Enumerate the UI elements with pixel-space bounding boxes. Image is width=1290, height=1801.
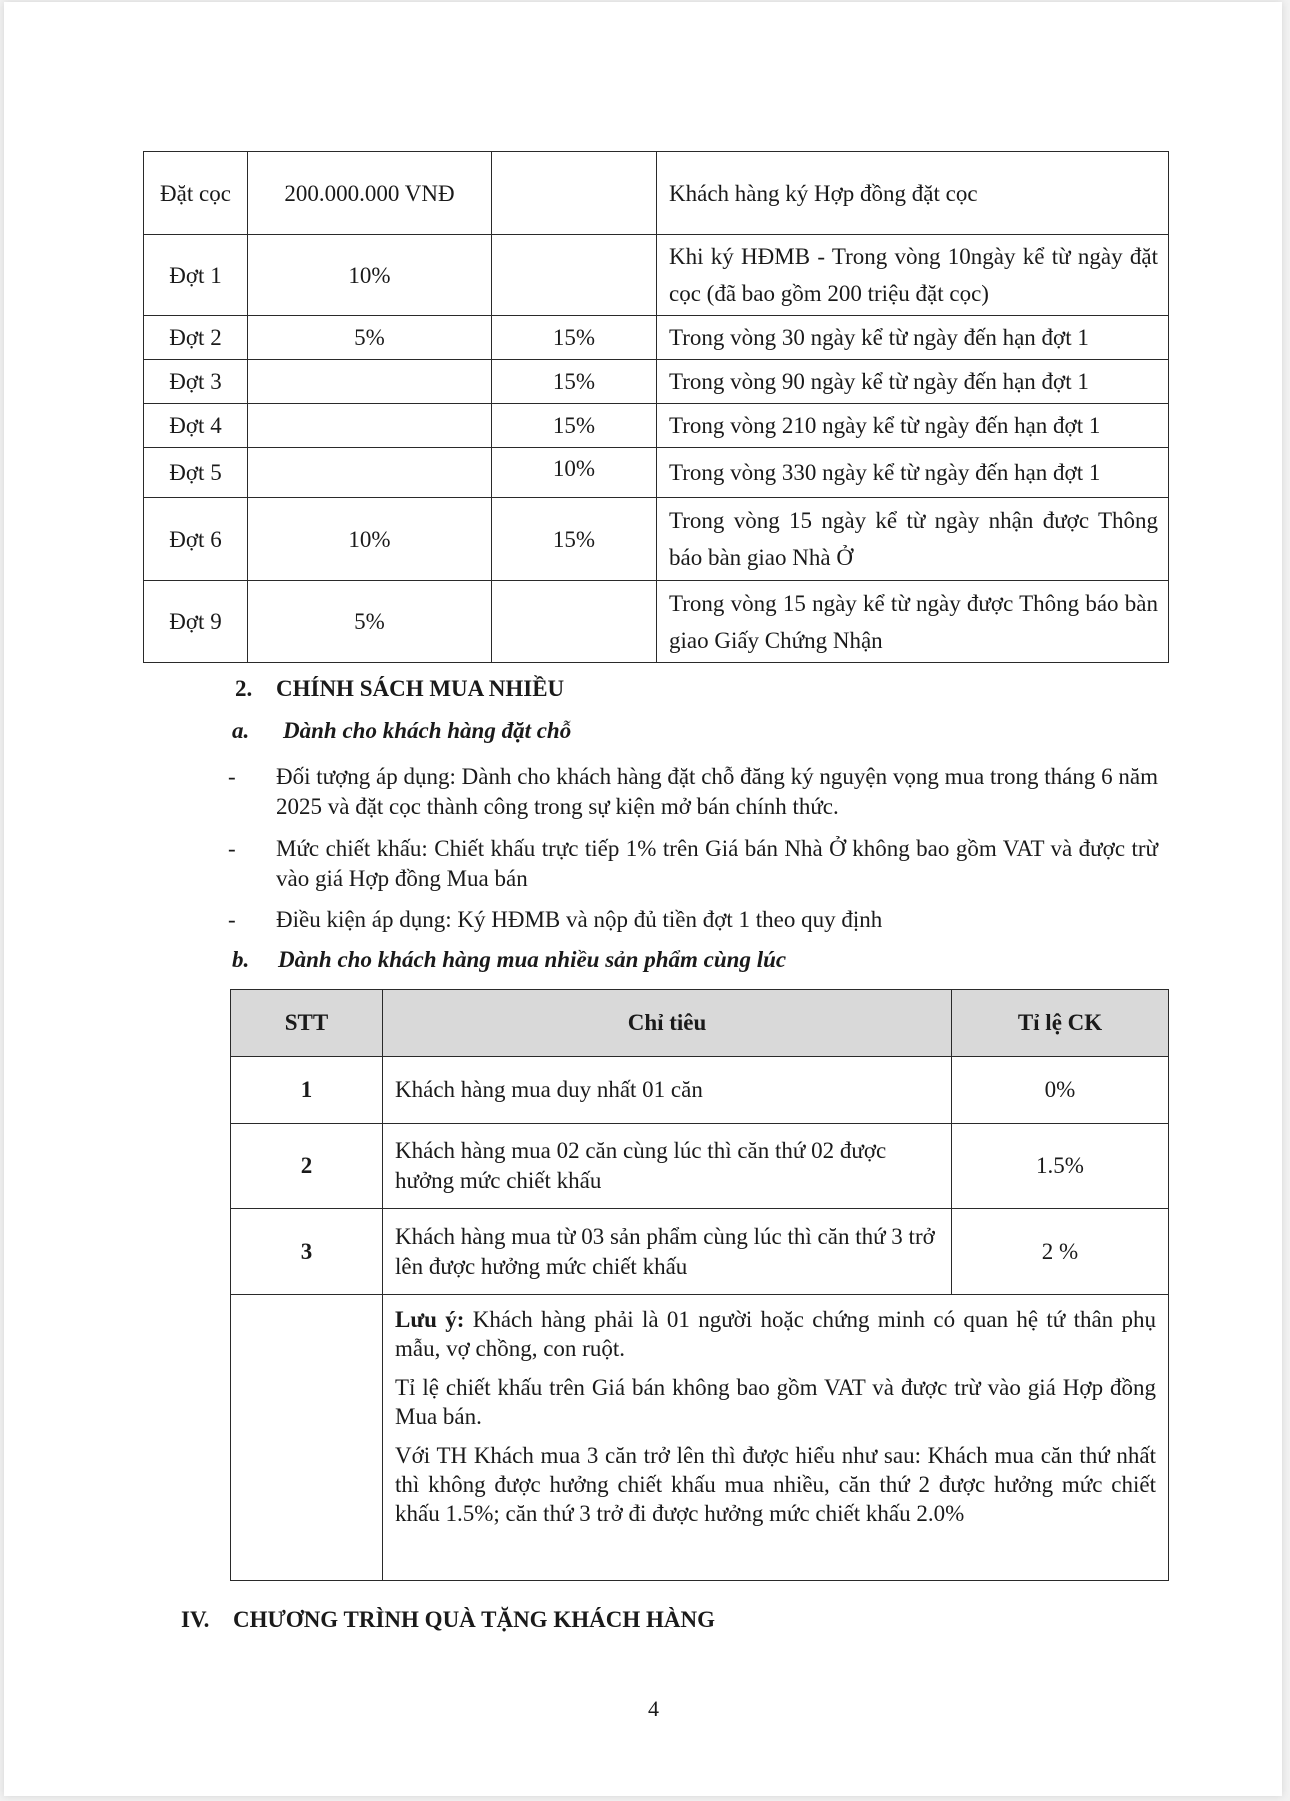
criteria-cell: Khách hàng mua từ 03 sản phẩm cùng lúc thì căn thứ 3 trở lên được hưởng mức chiết khấu — [383, 1209, 952, 1295]
table-row — [231, 1209, 1169, 1295]
description-cell: Trong vòng 90 ngày kể từ ngày đến hạn đợt 1 — [657, 360, 1169, 404]
criteria-cell: Khách hàng mua 02 căn cùng lúc thì căn thứ 02 được hưởng mức chiết khấu — [383, 1124, 952, 1209]
empty-cell — [231, 1295, 383, 1581]
percent-cell: 10% — [248, 498, 492, 581]
bullet-text: Mức chiết khấu: Chiết khấu trực tiếp 1% trên Giá bán Nhà Ở không bao gồm VAT và được trừ vào giá Hợp đồng Mua bán — [276, 836, 1158, 891]
table-row — [144, 316, 1169, 360]
table-row — [144, 448, 1169, 498]
percent-cell — [248, 404, 492, 448]
table-header-row — [231, 990, 1169, 1057]
extra-cell — [492, 152, 657, 235]
note-text: Khách hàng phải là 01 người hoặc chứng minh có quan hệ tứ thân phụ mẫu, vợ chồng, con ruột. — [395, 1307, 1156, 1361]
percent-cell: 5% — [248, 581, 492, 663]
description-cell: Trong vòng 30 ngày kể từ ngày đến hạn đợt 1 — [657, 316, 1169, 360]
description-cell: Trong vòng 210 ngày kể từ ngày đến hạn đợt 1 — [657, 404, 1169, 448]
page-number: 4 — [648, 1696, 659, 1721]
note-paragraph: Tỉ lệ chiết khấu trên Giá bán không bao gồm VAT và được trừ vào giá Hợp đồng Mua bán. — [395, 1375, 1156, 1429]
table-row — [144, 360, 1169, 404]
rate-cell: 0% — [952, 1057, 1169, 1124]
column-header-stt: STT — [231, 990, 383, 1057]
table-row — [231, 1124, 1169, 1209]
stage-cell: Đợt 5 — [144, 448, 248, 498]
section-title: CHÍNH SÁCH MUA NHIỀU — [276, 676, 565, 701]
percent-cell: 200.000.000 VNĐ — [248, 152, 492, 235]
note-paragraph — [395, 1305, 1156, 1363]
rate-cell: 1.5% — [952, 1124, 1169, 1209]
extra-cell: 15% — [492, 498, 657, 581]
description-cell: Khi ký HĐMB - Trong vòng 10ngày kể từ ngày đặt cọc (đã bao gồm 200 triệu đặt cọc) — [657, 235, 1169, 316]
bullet-text: Điều kiện áp dụng: Ký HĐMB và nộp đủ tiền đợt 1 theo quy định — [276, 907, 883, 932]
bullet-dash: - — [228, 764, 236, 789]
table-row — [231, 1057, 1169, 1124]
description-cell: Trong vòng 15 ngày kể từ ngày nhận được Thông báo bàn giao Nhà Ở — [657, 498, 1169, 581]
table-row — [231, 1295, 1169, 1581]
subsection-b-label: b. — [232, 947, 250, 972]
column-header-criteria: Chỉ tiêu — [383, 990, 952, 1057]
stt-cell: 2 — [231, 1124, 383, 1209]
subsection-a-title: Dành cho khách hàng đặt chỗ — [283, 718, 572, 743]
extra-cell: 15% — [492, 360, 657, 404]
section-number: 2. — [235, 676, 253, 701]
percent-cell — [248, 360, 492, 404]
stage-cell: Đợt 3 — [144, 360, 248, 404]
table-row — [144, 498, 1169, 581]
table-row — [144, 235, 1169, 316]
stt-cell: 3 — [231, 1209, 383, 1295]
rate-cell: 2 % — [952, 1209, 1169, 1295]
note-label: Lưu ý: — [395, 1307, 465, 1332]
stt-cell: 1 — [231, 1057, 383, 1124]
stage-cell: Đợt 2 — [144, 316, 248, 360]
description-cell: Trong vòng 330 ngày kể từ ngày đến hạn đợt 1 — [657, 448, 1169, 498]
bullet-dash: - — [228, 907, 236, 932]
subsection-b-title: Dành cho khách hàng mua nhiều sản phẩm cùng lúc — [278, 947, 787, 972]
stage-cell: Đợt 6 — [144, 498, 248, 581]
table-row — [144, 581, 1169, 663]
percent-cell — [248, 448, 492, 498]
stage-cell: Đợt 9 — [144, 581, 248, 663]
criteria-cell: Khách hàng mua duy nhất 01 căn — [383, 1057, 952, 1124]
percent-cell: 10% — [248, 235, 492, 316]
stage-cell: Đợt 4 — [144, 404, 248, 448]
extra-cell: 15% — [492, 404, 657, 448]
extra-cell — [492, 235, 657, 316]
subsection-a-label: a. — [232, 718, 250, 743]
payment-schedule-table — [143, 151, 1169, 663]
extra-cell: 15% — [492, 316, 657, 360]
stage-cell: Đợt 1 — [144, 235, 248, 316]
extra-cell — [492, 581, 657, 663]
discount-table — [230, 989, 1169, 1581]
table-row — [144, 152, 1169, 235]
description-cell: Khách hàng ký Hợp đồng đặt cọc — [657, 152, 1169, 235]
extra-cell: 10% — [492, 448, 657, 498]
note-paragraph: Với TH Khách mua 3 căn trở lên thì được hiểu như sau: Khách mua căn thứ nhất thì không được hưởng chiết khấu mua nhiều, căn thứ 2 được hưởng mức chiết khấu 1.5%; căn thứ 3 trở đi được hưởng mức chiết khấu 2.0% — [395, 1443, 1156, 1526]
bullet-text: Đối tượng áp dụng: Dành cho khách hàng đặt chỗ đăng ký nguyện vọng mua trong tháng 6 năm 2025 và đặt cọc thành công trong sự kiện mở bán chính thức. — [276, 764, 1158, 819]
section-number: IV. — [181, 1607, 210, 1632]
table-row — [144, 404, 1169, 448]
note-cell — [383, 1295, 1169, 1581]
bullet-dash: - — [228, 836, 236, 861]
description-cell: Trong vòng 15 ngày kể từ ngày được Thông báo bàn giao Giấy Chứng Nhận — [657, 581, 1169, 663]
section-title: CHƯƠNG TRÌNH QUÀ TẶNG KHÁCH HÀNG — [233, 1607, 715, 1632]
stage-cell: Đặt cọc — [144, 152, 248, 235]
column-header-rate: Tỉ lệ CK — [952, 990, 1169, 1057]
percent-cell: 5% — [248, 316, 492, 360]
